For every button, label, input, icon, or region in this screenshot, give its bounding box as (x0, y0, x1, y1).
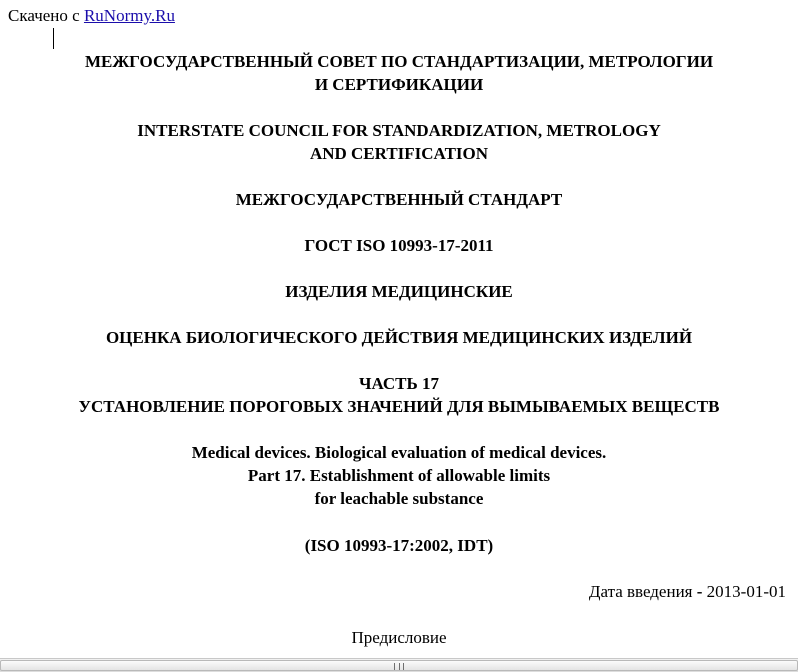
part-label: ЧАСТЬ 17 (358, 374, 439, 393)
title-en-line-2: Part 17. Establishment of allowable limits (247, 466, 551, 485)
text-cursor (53, 28, 54, 49)
source-line (8, 6, 175, 26)
horizontal-scrollbar[interactable] (0, 658, 798, 672)
intro-date-label: Дата введения (588, 582, 693, 601)
source-link[interactable]: RuNormy.Ru (83, 6, 175, 25)
council-ru-line-2: И СЕРТИФИКАЦИИ (314, 75, 484, 94)
intro-date (589, 580, 786, 603)
intro-date-separator: - (692, 582, 707, 601)
council-ru-heading (0, 50, 798, 96)
iso-reference: (ISO 10993-17:2002, IDT) (304, 536, 494, 555)
grip-icon (394, 663, 404, 670)
title-group: ИЗДЕЛИЯ МЕДИЦИНСКИЕ (285, 282, 513, 301)
council-en-heading (0, 119, 798, 165)
scrollbar-thumb[interactable] (0, 660, 798, 671)
source-prefix: Скачено с (8, 6, 84, 25)
part-title: УСТАНОВЛЕНИЕ ПОРОГОВЫХ ЗНАЧЕНИЙ ДЛЯ ВЫМЫВАЕМЫХ ВЕЩЕСТВ (78, 397, 720, 416)
standard-code: ГОСТ ISO 10993-17-2011 (304, 236, 494, 255)
council-ru-line-1: МЕЖГОСУДАРСТВЕННЫЙ СОВЕТ ПО СТАНДАРТИЗАЦИИ, МЕТРОЛОГИИ (84, 52, 714, 71)
council-en-line-2: AND CERTIFICATION (309, 144, 489, 163)
title-en-line-1: Medical devices. Biological evaluation of medical devices. (191, 443, 607, 462)
title-en (0, 441, 798, 510)
standard-type: МЕЖГОСУДАРСТВЕННЫЙ СТАНДАРТ (235, 190, 563, 209)
part-heading (0, 372, 798, 418)
foreword-heading: Предисловие (351, 628, 447, 647)
council-en-line-1: INTERSTATE COUNCIL FOR STANDARDIZATION, METROLOGY (137, 121, 661, 140)
title-en-line-3: for leachable substance (314, 489, 484, 508)
title-main: ОЦЕНКА БИОЛОГИЧЕСКОГО ДЕЙСТВИЯ МЕДИЦИНСКИХ ИЗДЕЛИЙ (105, 328, 693, 347)
intro-date-value: 2013-01-01 (706, 582, 786, 601)
